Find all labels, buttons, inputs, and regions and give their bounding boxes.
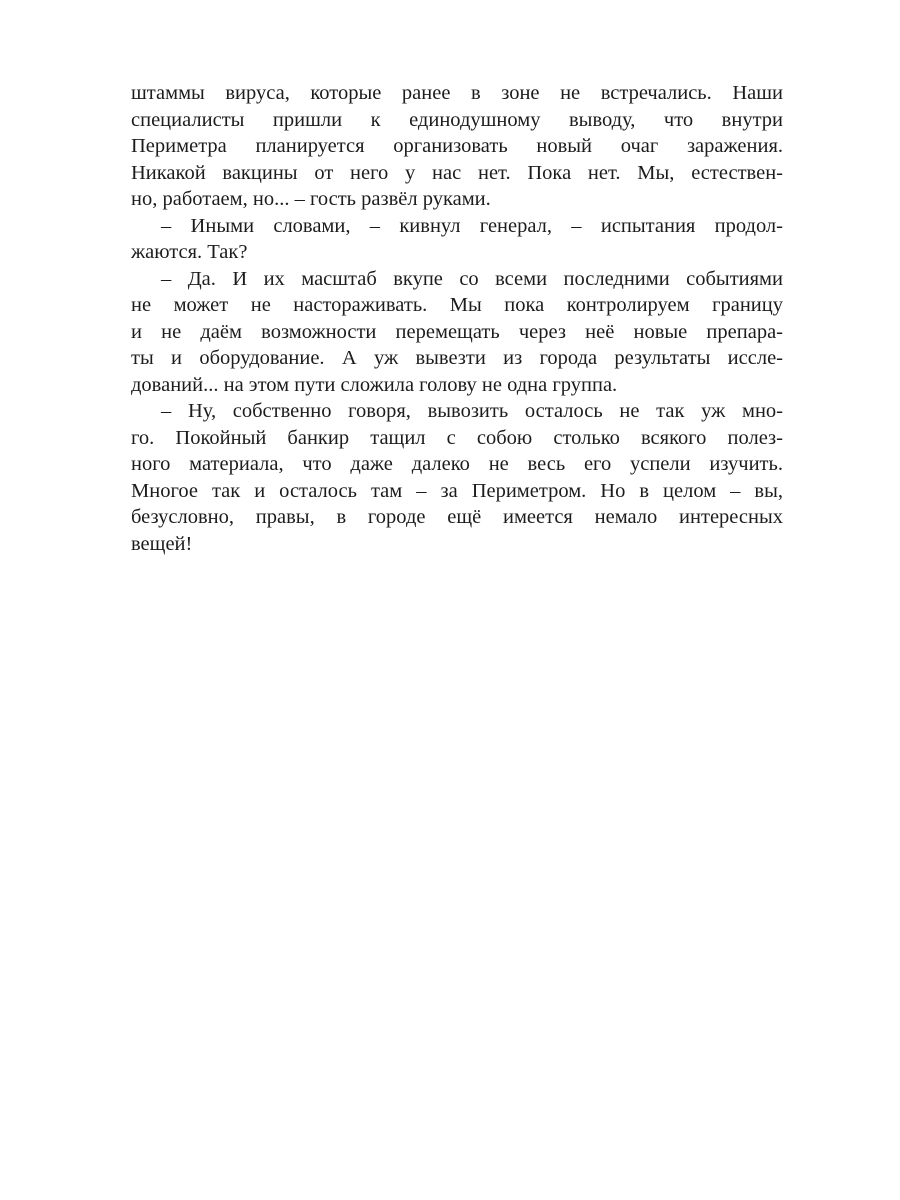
text-line: безусловно, правы, в городе ещё имеется немало интересных <box>131 506 783 528</box>
paragraph <box>131 266 783 399</box>
text-line: – Да. И их масштаб вкупе со всеми последними событиями <box>161 267 783 290</box>
text-line: Никакой вакцины от него у нас нет. Пока нет. Мы, естествен- <box>131 161 783 184</box>
text-line: – Ну, собственно говоря, вывозить осталось не так уж мно- <box>161 400 783 422</box>
text-line: специалисты пришли к единодушному выводу, что внутри <box>131 108 783 131</box>
text-line: жаются. Так? <box>131 241 248 263</box>
text-line: вещей! <box>131 532 193 555</box>
text-line: – Иными словами, – кивнул генерал, – испытания продол- <box>161 214 783 237</box>
text-line: но, работаем, но... – гость развёл руками. <box>131 188 491 210</box>
text-line: и не даём возможности перемещать через неё новые препара- <box>131 320 783 343</box>
paragraph <box>131 80 783 213</box>
text-line: штаммы вируса, которые ранее в зоне не встречались. Наши <box>131 82 783 104</box>
paragraph <box>131 398 783 557</box>
text-line: Периметра планируется организовать новый очаг заражения. <box>131 135 783 157</box>
text-line: Многое так и осталось там – за Периметром. Но в целом – вы, <box>131 479 783 502</box>
text-line: го. Покойный банкир тащил с собою столько всякого полез- <box>131 426 783 449</box>
text-line: ного материала, что даже далеко не весь его успели изучить. <box>131 453 783 475</box>
text-line: не может не настораживать. Мы пока контролируем границу <box>131 294 783 316</box>
paragraph <box>131 213 783 266</box>
body-text <box>131 80 783 557</box>
text-line: дований... на этом пути сложила голову не одна группа. <box>131 373 618 396</box>
text-line: ты и оборудование. А уж вывезти из города результаты иссле- <box>131 347 783 369</box>
